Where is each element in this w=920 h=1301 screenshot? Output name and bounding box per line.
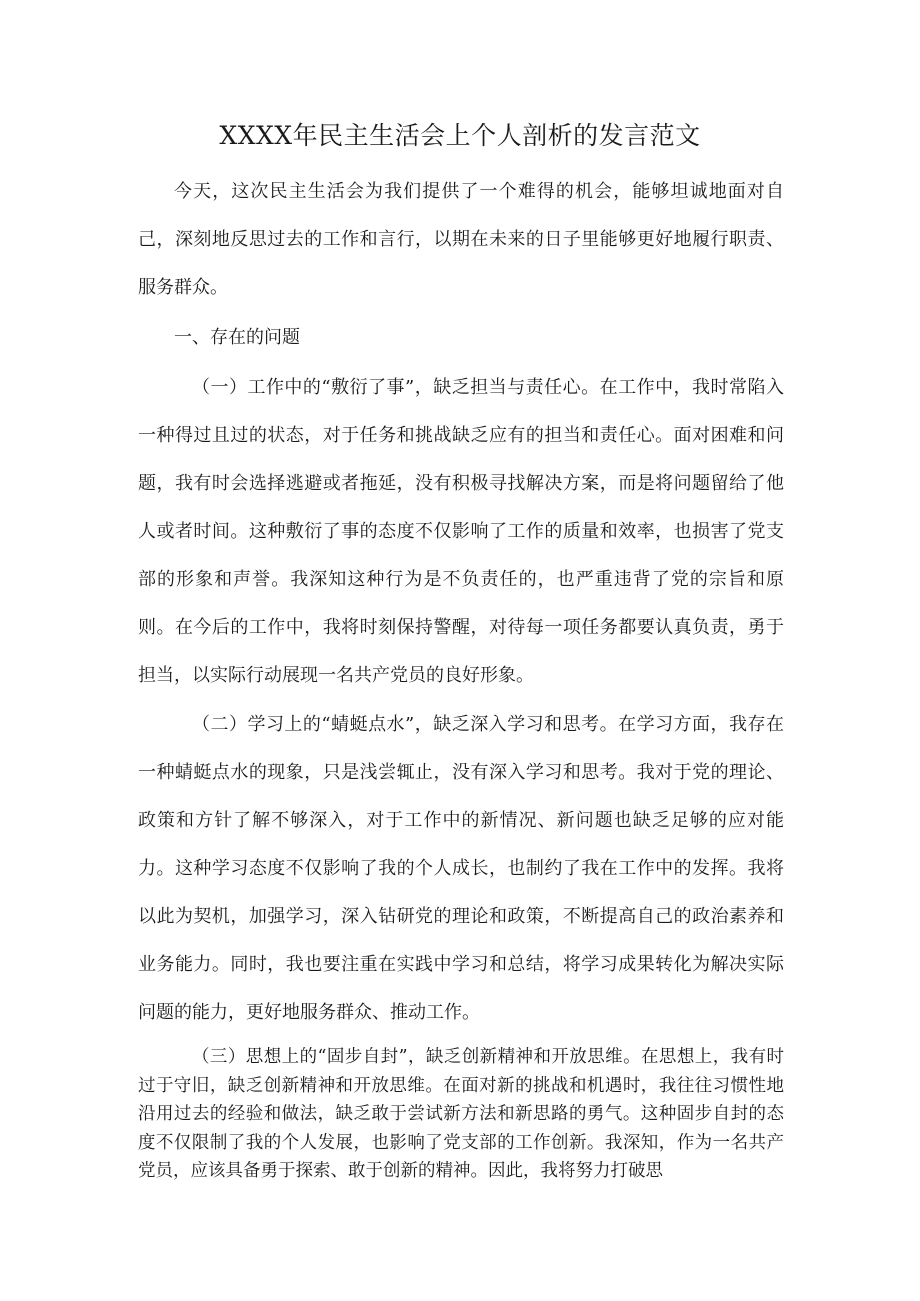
section-heading: 一、存在的问题: [174, 327, 300, 348]
problem-paragraph-3: （三）思想上的“固步自封”，缺乏创新精神和开放思维。在思想上，我有时过于守旧，缺乏创新精神和开放思维。在面对新的挑战和机遇时，我往往习惯性地沿用过去的经验和做法，缺乏敢于尝试新方法和新思路的勇气。这种固步自封的态度不仅限制了我的个人发展，也影响了党支部的工作创新。我深知，作为一名共产党员，应该具备勇于探索、敢于创新的精神。因此，我将努力打破思: [138, 1047, 784, 1181]
problem-paragraph-2: （二）学习上的“蜻蜓点水”，缺乏深入学习和思考。在学习方面，我存在一种蜻蜓点水的现象，只是浅尝辄止，没有深入学习和思考。我对于党的理论、政策和方针了解不够深入，对于工作中的新情况、新问题也缺乏足够的应对能力。这种学习态度不仅影响了我的个人成长，也制约了我在工作中的发挥。我将以此为契机，加强学习，深入钻研党的理论和政策，不断提高自己的政治素养和业务能力。同时，我也要注重在实践中学习和总结，将学习成果转化为解决实际问题的能力，更好地服务群众、推动工作。: [138, 714, 784, 1023]
intro-paragraph: 今天，这次民主生活会为我们提供了一个难得的机会，能够坦诚地面对自己，深刻地反思过去的工作和言行，以期在未来的日子里能够更好地履行职责、服务群众。: [138, 181, 784, 298]
document-title: XXXX年民主生活会上个人剖析的发言范文: [219, 121, 701, 150]
problem-paragraph-1: （一）工作中的“敷衍了事”，缺乏担当与责任心。在工作中，我时常陷入一种得过且过的状态，对于任务和挑战缺乏应有的担当和责任心。面对困难和问题，我有时会选择逃避或者拖延，没有积极寻找解决方案，而是将问题留给了他人或者时间。这种敷衍了事的态度不仅影响了工作的质量和效率，也损害了党支部的形象和声誉。我深知这种行为是不负责任的，也严重违背了党的宗旨和原则。在今后的工作中，我将时刻保持警醒，对待每一项任务都要认真负责，勇于担当，以实际行动展现一名共产党员的良好形象。: [138, 377, 784, 686]
